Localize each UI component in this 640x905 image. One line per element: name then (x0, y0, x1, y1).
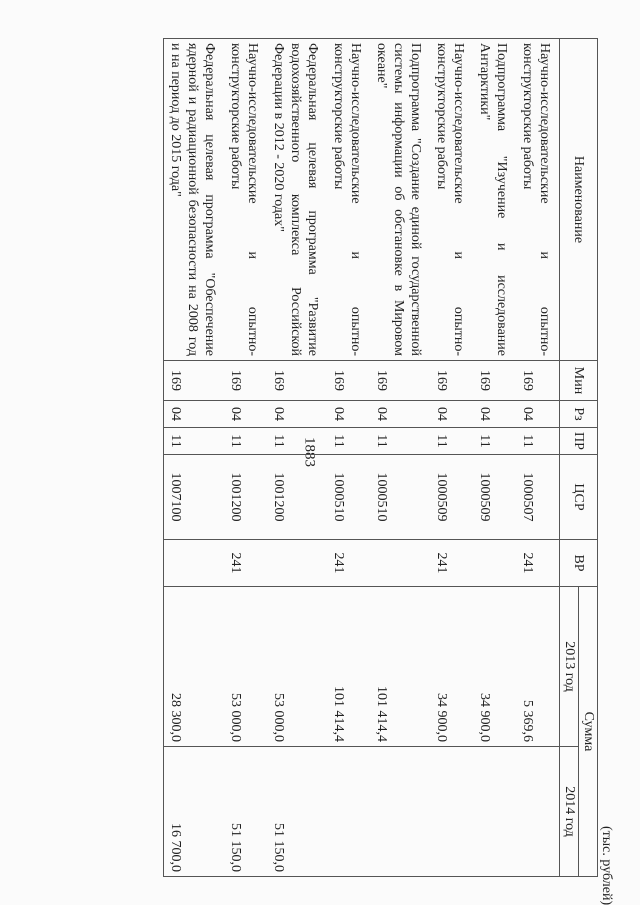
header-vr: ВР (560, 540, 598, 587)
table-row (516, 39, 560, 877)
row-2014 (430, 747, 473, 877)
row-pr: 11 (370, 428, 430, 455)
row-vr (473, 540, 516, 587)
table-row (370, 39, 430, 877)
row-name: Подпрограмма "Изучение и исследование Антарктики" (473, 39, 516, 361)
row-pr: 11 (516, 428, 560, 455)
table-row (473, 39, 516, 877)
row-rz: 04 (267, 401, 327, 428)
row-vr (267, 540, 327, 587)
rotated-budget-table-area (20, 28, 620, 905)
header-min: Мин (560, 361, 598, 401)
row-2014 (473, 747, 516, 877)
row-rz: 04 (430, 401, 473, 428)
row-vr: 241 (327, 540, 370, 587)
row-2013: 53 000,0 (224, 587, 267, 747)
row-2013: 5 369,6 (516, 587, 560, 747)
row-2013: 34 900,0 (430, 587, 473, 747)
page-number: 1883 (301, 437, 318, 467)
row-csr: 1000509 (430, 455, 473, 540)
row-csr: 1000510 (327, 455, 370, 540)
row-csr: 1000509 (473, 455, 516, 540)
row-name: Научно-исследовательские и опытно-конструкторские работы (327, 39, 370, 361)
row-2014 (370, 747, 430, 877)
header-2013: 2013 год (560, 587, 579, 747)
row-pr: 11 (267, 428, 327, 455)
row-rz: 04 (516, 401, 560, 428)
row-name: Федеральная целевая программа "Обеспечение ядерной и радиационной безопасности на 2008 год и на период до 2015 года" (164, 39, 225, 361)
row-2014 (516, 747, 560, 877)
row-2014: 51 150,0 (267, 747, 327, 877)
row-pr: 11 (224, 428, 267, 455)
table-row (224, 39, 267, 877)
row-name: Научно-исследовательские и опытно-конструкторские работы (430, 39, 473, 361)
header-2014: 2014 год (560, 747, 579, 877)
row-min: 169 (224, 361, 267, 401)
row-csr: 1000507 (516, 455, 560, 540)
row-min: 169 (164, 361, 225, 401)
row-name: Подпрограмма "Создание единой государственной системы информации об обстановке в Мировом океане" (370, 39, 430, 361)
row-name: Научно-исследовательские и опытно-конструкторские работы (516, 39, 560, 361)
header-sum: Сумма (579, 587, 598, 877)
row-rz: 04 (473, 401, 516, 428)
header-pr: ПР (560, 428, 598, 455)
units-note: (тыс. рублей) (599, 826, 614, 905)
row-vr: 241 (224, 540, 267, 587)
header-rz: Рз (560, 401, 598, 428)
table-row (267, 39, 327, 877)
row-csr: 1001200 (267, 455, 327, 540)
row-rz: 04 (224, 401, 267, 428)
row-vr: 241 (430, 540, 473, 587)
budget-table (163, 38, 598, 877)
row-2014 (327, 747, 370, 877)
row-rz: 04 (327, 401, 370, 428)
row-rz: 04 (164, 401, 225, 428)
row-2013: 101 414,4 (327, 587, 370, 747)
row-vr: 241 (516, 540, 560, 587)
table-row (430, 39, 473, 877)
row-min: 169 (430, 361, 473, 401)
row-csr: 1000510 (370, 455, 430, 540)
row-name: Федеральная целевая программа "Развитие водохозяйственного комплекса Российской Федерации в 2012 - 2020 годах" (267, 39, 327, 361)
row-pr: 11 (430, 428, 473, 455)
row-2013: 34 900,0 (473, 587, 516, 747)
row-min: 169 (267, 361, 327, 401)
row-2013: 53 000,0 (267, 587, 327, 747)
row-2014: 16 700,0 (164, 747, 225, 877)
header-row-1 (579, 39, 598, 877)
row-min: 169 (327, 361, 370, 401)
row-name: Научно-исследовательские и опытно-конструкторские работы (224, 39, 267, 361)
row-min: 169 (516, 361, 560, 401)
table-row (327, 39, 370, 877)
row-vr (164, 540, 225, 587)
header-name: Наименование (560, 39, 598, 361)
row-2014: 51 150,0 (224, 747, 267, 877)
row-pr: 11 (327, 428, 370, 455)
row-rz: 04 (370, 401, 430, 428)
row-csr: 1001200 (224, 455, 267, 540)
row-min: 169 (473, 361, 516, 401)
row-csr: 1007100 (164, 455, 225, 540)
row-min: 169 (370, 361, 430, 401)
row-2013: 28 300,0 (164, 587, 225, 747)
table-row (164, 39, 225, 877)
row-vr (370, 540, 430, 587)
row-pr: 11 (473, 428, 516, 455)
header-csr: ЦСР (560, 455, 598, 540)
row-2013: 101 414,4 (370, 587, 430, 747)
row-pr: 11 (164, 428, 225, 455)
